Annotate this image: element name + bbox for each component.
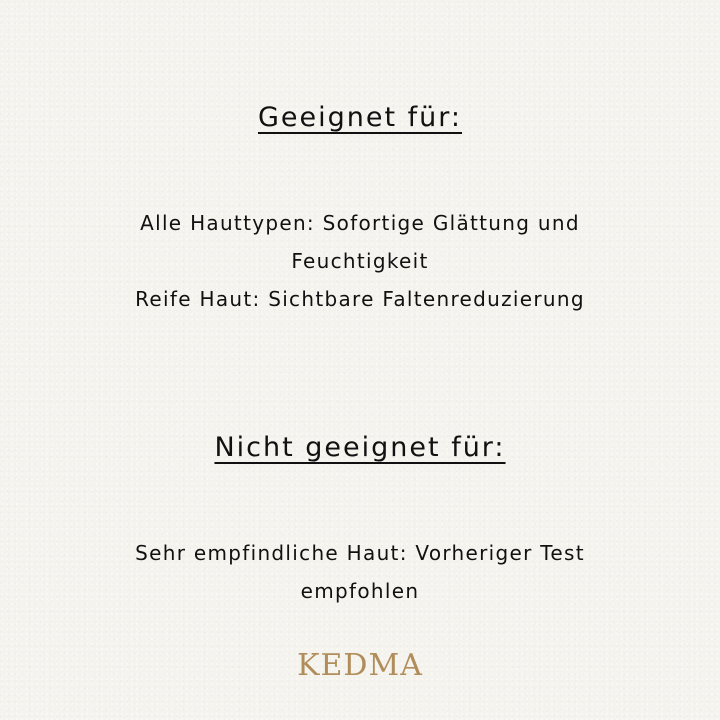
not-suitable-line: Sehr empfindliche Haut: Vorheriger Test [135, 541, 585, 565]
not-suitable-description [30, 534, 690, 610]
not-suitable-heading: Nicht geeignet für: [214, 432, 506, 463]
suitable-description [30, 204, 690, 318]
suitable-line: Reife Haut: Sichtbare Faltenreduzierung [135, 287, 585, 311]
suitable-heading: Geeignet für: [257, 102, 463, 133]
brand-logo: KEDMA [297, 648, 423, 683]
suitable-line: Feuchtigkeit [291, 249, 429, 273]
not-suitable-line: empfohlen [300, 579, 420, 603]
suitable-line: Alle Hauttypen: Sofortige Glättung und [140, 211, 580, 235]
